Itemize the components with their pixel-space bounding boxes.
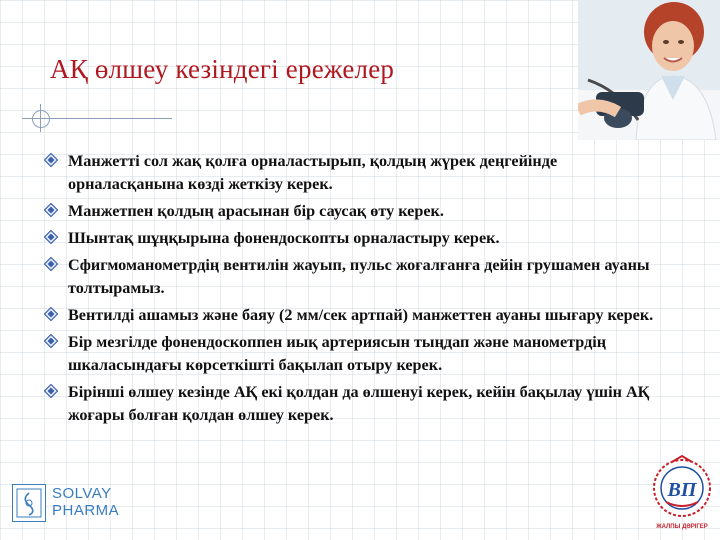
diamond-bullet-icon (44, 203, 58, 217)
rule-item (44, 304, 664, 327)
solvay-emblem-icon (12, 484, 46, 522)
rule-text: Бір мезгілде фонендоскоппен иық артериясын тыңдап және манометрдің шкаласындағы көрсеткішті бақылап отыру керек. (68, 333, 607, 374)
diamond-bullet-icon (44, 230, 58, 244)
rule-text: Манжетті сол жақ қолға орналастырып, қолдың жүрек деңгейінде орналасқанына көзді жеткізу керек. (68, 152, 558, 193)
rule-text: Шынтақ шұңқырына фонендоскопты орналастыру керек. (68, 229, 500, 247)
vp-initials: ВП (667, 479, 697, 501)
solvay-wordmark (52, 485, 119, 519)
rules-list (44, 150, 664, 431)
solvay-line2: PHARMA (52, 502, 120, 519)
diamond-bullet-icon (44, 257, 58, 271)
vp-emblem-graphic (648, 452, 716, 532)
rule-item (44, 227, 664, 250)
vp-caption: ЖАЛПЫ ДӘРІГЕР (656, 524, 708, 530)
rule-item (44, 381, 664, 427)
diamond-bullet-icon (44, 153, 58, 167)
rule-text: Вентилді ашамыз және баяу (2 мм/сек артпай) манжеттен ауаны шығару керек. (68, 306, 654, 324)
diamond-bullet-icon (44, 334, 58, 348)
diamond-bullet-icon (44, 307, 58, 321)
rule-item (44, 254, 664, 300)
general-practitioner-logo (648, 452, 716, 532)
rule-text: Манжетпен қолдың арасынан бір саусақ өту керек. (68, 202, 444, 220)
decorative-crosshair-circle (32, 110, 50, 128)
rule-item (44, 331, 664, 377)
doctor-photo-illustration (578, 0, 720, 140)
solvay-emblem-graphic (13, 485, 45, 521)
slide-title: АҚ өлшеу кезіндегі ережелер (50, 54, 395, 85)
solvay-pharma-logo (12, 484, 132, 524)
rule-item (44, 200, 664, 223)
rule-text: Сфигмоманометрдің вентилін жауып, пульс жоғалғанға дейін грушамен ауаны толтырамыз. (68, 256, 650, 297)
rule-text: Бірінші өлшеу кезінде АҚ екі қолдан да өлшенуі керек, кейін бақылау үшін АҚ жоғары болған қолдан өлшеу керек. (68, 383, 650, 424)
doctor-photo (578, 0, 720, 140)
solvay-line1: SOLVAY (52, 485, 112, 502)
rule-item (44, 150, 664, 196)
diamond-bullet-icon (44, 384, 58, 398)
